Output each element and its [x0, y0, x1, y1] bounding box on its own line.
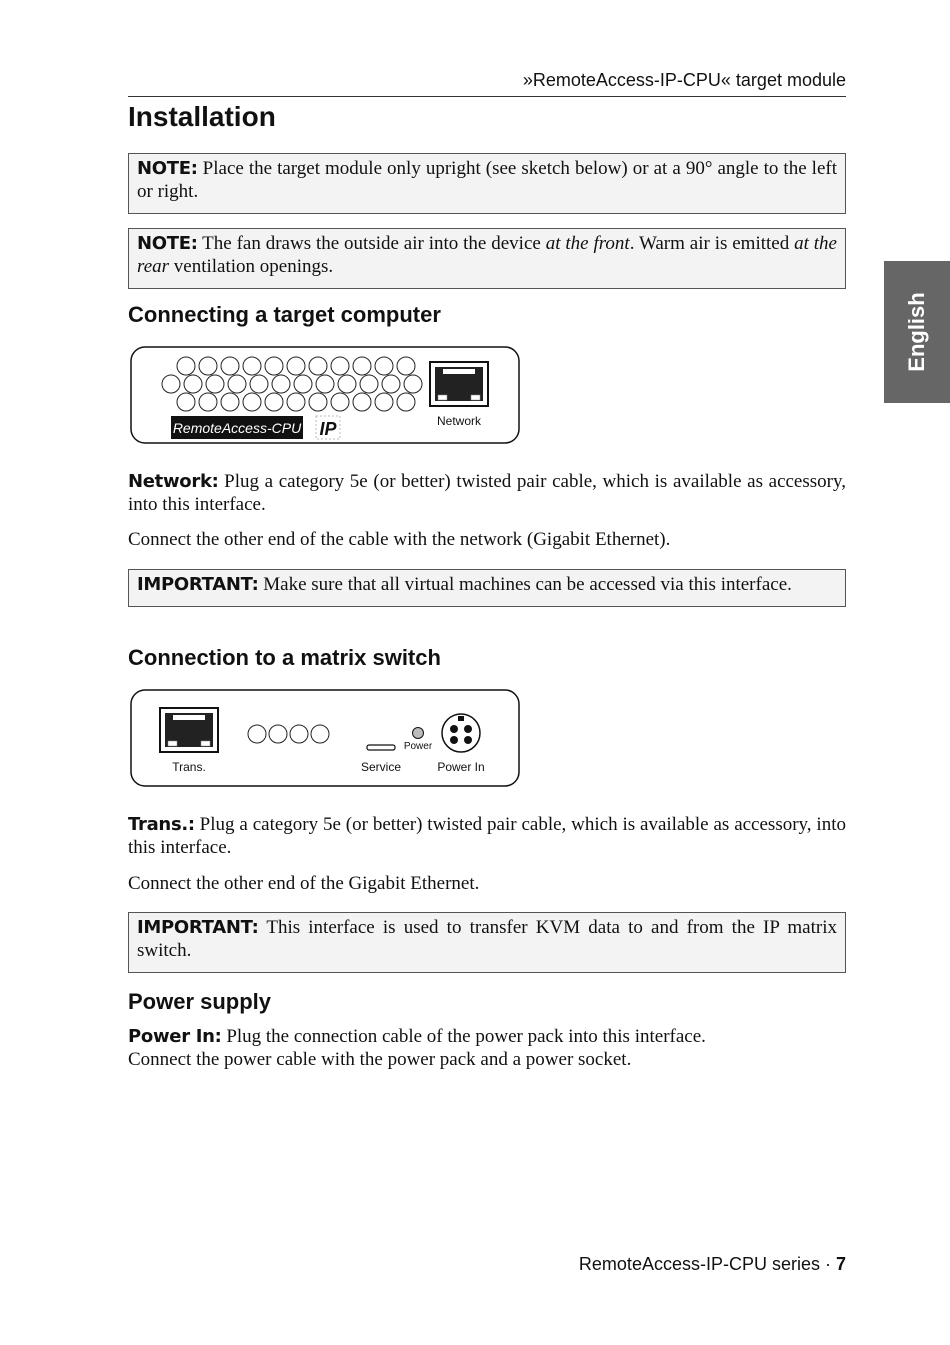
- trans-connect-paragraph: Connect the other end of the Gigabit Ethernet.: [128, 873, 480, 894]
- vent-hole: [177, 357, 195, 375]
- power-in-label-text: Power In:: [128, 1026, 222, 1047]
- model-badge: [171, 416, 303, 439]
- power-led-icon: [413, 728, 424, 739]
- vent-hole: [272, 375, 290, 393]
- note-emphasis: at the front: [545, 233, 630, 254]
- vent-hole: [162, 375, 180, 393]
- power-in-label: Power In: [437, 760, 485, 774]
- ip-logo: [316, 416, 340, 439]
- network-text: Plug a category 5e (or better) twisted pair cable, which is available as accessory, into this interface.: [128, 471, 846, 515]
- network-label: Network:: [128, 471, 219, 492]
- trans-paragraph: [128, 813, 846, 859]
- note-text: ventilation openings.: [169, 256, 334, 277]
- service-port-icon: [367, 745, 395, 750]
- section-heading-matrix: Connection to a matrix switch: [128, 645, 441, 670]
- trans-port-label: Trans.: [172, 760, 206, 774]
- vent-hole: [353, 393, 371, 411]
- vent-hole: [221, 393, 239, 411]
- vent-hole: [184, 375, 202, 393]
- vent-hole: [199, 393, 217, 411]
- page-footer: [128, 1254, 846, 1275]
- important-text: This interface is used to transfer KVM data to and from the IP matrix switch.: [137, 917, 837, 961]
- note-emphasis: at the rear: [137, 233, 837, 277]
- vent-hole: [331, 357, 349, 375]
- important-box-matrix: [128, 912, 846, 973]
- vent-hole: [294, 375, 312, 393]
- page-number: 7: [835, 1254, 846, 1274]
- vent-hole: [375, 393, 393, 411]
- target-module-diagram: [130, 346, 520, 444]
- important-box-network: [128, 569, 846, 607]
- running-header: »RemoteAccess-IP-CPU« target module: [522, 70, 846, 90]
- power-paragraph: [128, 1025, 846, 1071]
- vent-hole: [375, 357, 393, 375]
- vent-hole: [287, 357, 305, 375]
- note-text: . Warm air is emitted: [629, 233, 795, 254]
- note-text: Place the target module only upright (see sketch below) or at a 90° angle to the left or right.: [137, 158, 837, 202]
- vent-hole: [382, 375, 400, 393]
- power-led-label: Power: [403, 741, 433, 752]
- vent-hole: [287, 393, 305, 411]
- power-line-2: Connect the power cable with the power pack and a power socket.: [128, 1049, 632, 1070]
- footer-series: RemoteAccess-IP-CPU series ·: [578, 1254, 836, 1274]
- trans-label: Trans.:: [128, 814, 195, 835]
- page-title: Installation: [128, 101, 276, 132]
- important-label: IMPORTANT:: [137, 574, 259, 595]
- vent-hole: [309, 357, 327, 375]
- vent-hole: [353, 357, 371, 375]
- rear-panel-diagram: [130, 689, 520, 787]
- vent-hole: [397, 357, 415, 375]
- service-port-label: Service: [360, 760, 402, 774]
- language-tab: [884, 261, 950, 403]
- note-box-airflow: [128, 228, 846, 289]
- trans-port-icon: [160, 708, 218, 752]
- section-heading-target: Connecting a target computer: [128, 302, 441, 327]
- trans-text: Plug a category 5e (or better) twisted pair cable, which is available as accessory, into this interface.: [128, 814, 846, 858]
- vent-hole: [206, 375, 224, 393]
- network-port-label: Network: [436, 414, 482, 428]
- network-paragraph: [128, 470, 846, 516]
- vent-hole: [316, 375, 334, 393]
- vent-hole: [360, 375, 378, 393]
- power-line-1: Plug the connection cable of the power pack into this interface.: [221, 1026, 706, 1047]
- vent-hole: [265, 393, 283, 411]
- vent-hole: [338, 375, 356, 393]
- language-tab-label: English: [904, 292, 929, 372]
- vent-hole: [243, 357, 261, 375]
- model-label: RemoteAccess-CPU: [172, 420, 302, 436]
- note-box-orientation: [128, 153, 846, 214]
- note-label: NOTE:: [137, 158, 198, 179]
- section-heading-power: Power supply: [128, 989, 272, 1014]
- power-in-connector-icon: [442, 714, 480, 752]
- vent-hole: [404, 375, 422, 393]
- vent-hole: [309, 393, 327, 411]
- important-text: Make sure that all virtual machines can be accessed via this interface.: [258, 574, 792, 595]
- vent-hole: [397, 393, 415, 411]
- vent-hole: [221, 357, 239, 375]
- note-label: NOTE:: [137, 233, 198, 254]
- network-connect-paragraph: Connect the other end of the cable with the network (Gigabit Ethernet).: [128, 529, 671, 550]
- vent-hole: [228, 375, 246, 393]
- vent-hole: [199, 357, 217, 375]
- network-port-icon: [430, 362, 488, 406]
- vent-hole: [250, 375, 268, 393]
- header-rule: [128, 96, 846, 97]
- vent-hole: [331, 393, 349, 411]
- note-text: The fan draws the outside air into the device: [197, 233, 546, 254]
- ip-logo-text: IP: [319, 419, 337, 439]
- important-label: IMPORTANT:: [137, 917, 259, 938]
- vent-hole: [243, 393, 261, 411]
- vent-hole: [265, 357, 283, 375]
- vent-hole: [177, 393, 195, 411]
